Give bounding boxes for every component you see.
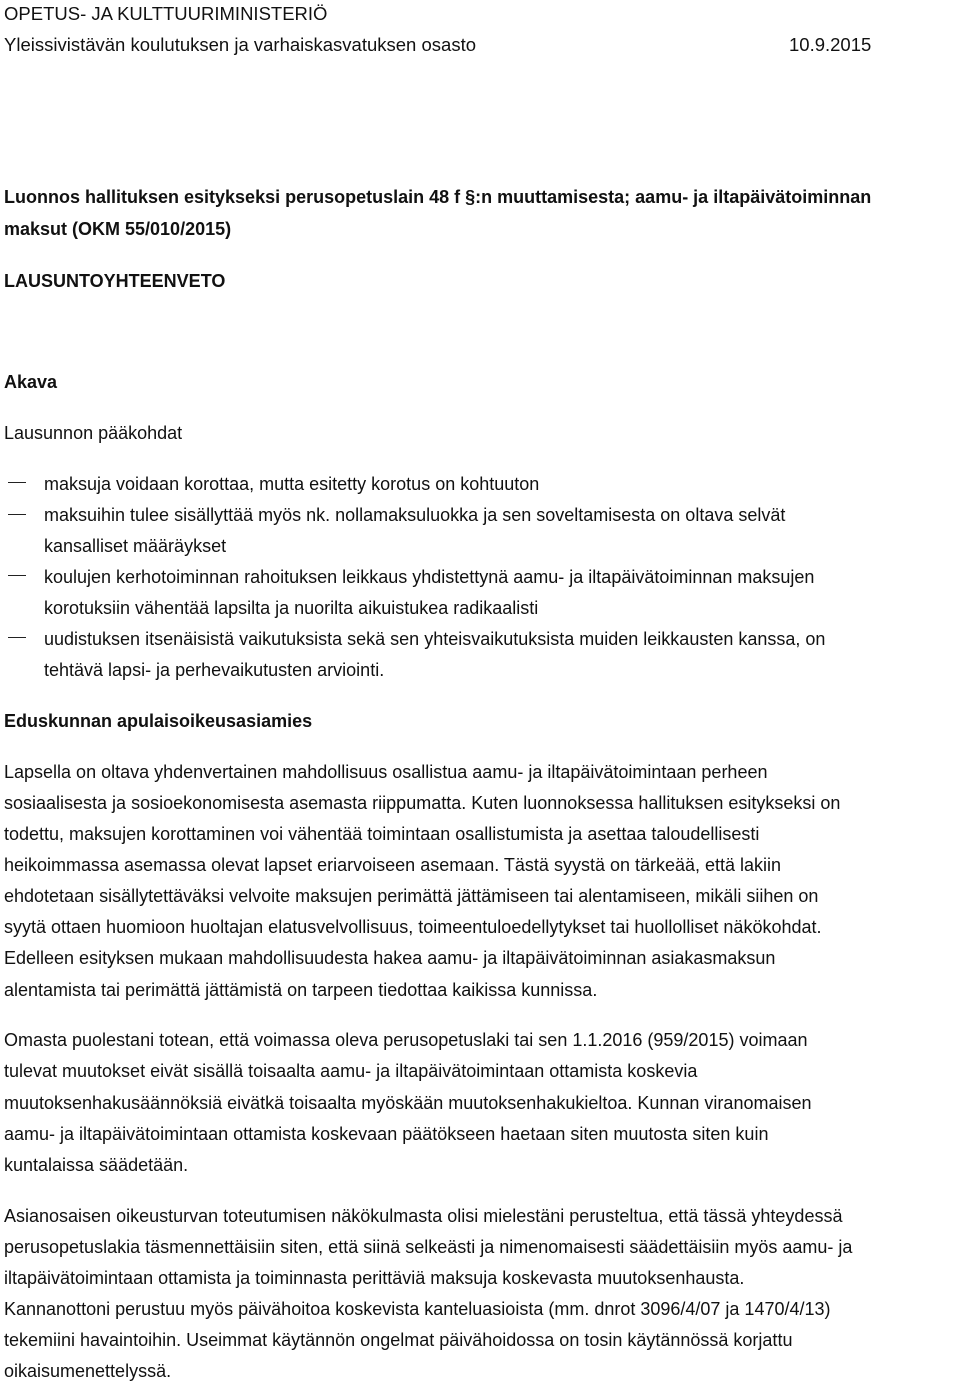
paragraph-line: iltapäivätoimintaan ottamista ja toiminnasta perittäviä maksuja koskevasta muutoksenhausta. (4, 1268, 745, 1288)
bullet-dash (8, 482, 26, 483)
section-heading-ombudsman: Eduskunnan apulaisoikeusasiamies (4, 711, 313, 731)
bullet-text: kansalliset määräykset (44, 536, 227, 556)
bullet-dash (8, 637, 26, 638)
paragraph-line: alentamista tai perimättä jättämistä on tarpeen tiedottaa kaikissa kunnissa. (4, 980, 598, 1000)
paragraph-line: ehdotetaan sisällytettäväksi velvoite maksujen perimättä jättämiseen tai alentamiseen, mikäli siihen on (4, 886, 819, 906)
bullet-text: korotuksiin vähentää lapsilta ja nuorilta aikuistukea radikaalisti (44, 598, 539, 618)
paragraph-line: kuntalaissa säädetään. (4, 1155, 189, 1175)
paragraph-line: Edelleen esityksen mukaan mahdollisuudesta hakea aamu- ja iltapäivätoiminnan asiakasmaksun (4, 948, 776, 968)
bullet-dash (8, 514, 26, 515)
bullet-text: maksuihin tulee sisällyttää myös nk. nollamaksuluokka ja sen soveltamisesta on oltava selvät (44, 505, 786, 525)
bullet-text: tehtävä lapsi- ja perhevaikutusten arviointi. (44, 660, 385, 680)
paragraph-line: muutoksenhakusäännöksiä eivätkä toisaalta myöskään muutoksenhakukieltoa. Kunnan viranomaisen (4, 1093, 812, 1113)
paragraph-line: oikaisumenettelyssä. (4, 1361, 172, 1381)
department-name: Yleissivistävän koulutuksen ja varhaiskasvatuksen osasto (4, 34, 476, 55)
bullet-text: koulujen kerhotoiminnan rahoituksen leikkaus yhdistettynä aamu- ja iltapäivätoiminnan maksujen (44, 567, 815, 587)
ministry-name: OPETUS- JA KULTTUURIMINISTERIÖ (4, 3, 328, 24)
document-subtitle: LAUSUNTOYHTEENVETO (4, 271, 226, 291)
paragraph-line: Lapsella on oltava yhdenvertainen mahdollisuus osallistua aamu- ja iltapäivätoimintaan perheen (4, 762, 768, 782)
paragraph-line: Omasta puolestani totean, että voimassa oleva perusopetuslaki tai sen 1.1.2016 (959/2015) voimaan (4, 1030, 808, 1050)
paragraph-line: sosiaalisesta ja sosioekonomisesta asemasta riippumatta. Kuten luonnoksessa hallituksen esitykseksi on (4, 793, 841, 813)
bullet-text: uudistuksen itsenäisistä vaikutuksista sekä sen yhteisvaikutuksista muiden leikkausten kanssa, on (44, 629, 826, 649)
paragraph-line: syytä ottaen huomioon huoltajan elatusvelvollisuus, toimeentuloedellytykset tai huollolliset näkökohdat. (4, 917, 822, 937)
paragraph-line: tulevat muutokset eivät sisällä toisaalta aamu- ja iltapäivätoimintaan ottamista koskevia (4, 1061, 698, 1081)
paragraph-line: Asianosaisen oikeusturvan toteutumisen näkökulmasta olisi mielestäni perusteltua, että tässä yhteydessä (4, 1206, 843, 1226)
document-title-line-1: Luonnos hallituksen esitykseksi perusopetuslain 48 f §:n muuttamisesta; aamu- ja iltapäivätoiminnan (4, 187, 872, 207)
paragraph-line: tekemiini havaintoihin. Useimmat käytännön ongelmat päivähoidossa on tosin käytännössä korjattu (4, 1330, 793, 1350)
bullet-dash (8, 575, 26, 576)
document-title-line-2: maksut (OKM 55/010/2015) (4, 219, 232, 239)
paragraph-line: perusopetuslakia täsmennettäisiin siten, että siinä selkeästi ja nimenomaisesti säädettäisiin myös aamu- ja (4, 1237, 853, 1257)
paragraph-line: Kannanottoni perustuu myös päivähoitoa koskevista kanteluasioista (mm. dnrot 3096/4/07 ja 1470/4/13) (4, 1299, 831, 1319)
paragraph-line: heikoimmassa asemassa olevat lapset eriarvoiseen asemaan. Tästä syystä on tärkeää, että lakiin (4, 855, 782, 875)
paragraph-line: aamu- ja iltapäivätoimintaan ottamista koskevaan päätökseen haetaan siten muutosta siten kuin (4, 1124, 769, 1144)
paragraph-line: todettu, maksujen korottaminen voi vähentää toimintaan osallistumista ja asettaa taloudellisesti (4, 824, 760, 844)
bullet-text: maksuja voidaan korottaa, mutta esitetty korotus on kohtuuton (44, 474, 540, 494)
section-subheading: Lausunnon pääkohdat (4, 423, 183, 443)
section-heading-akava: Akava (4, 372, 58, 392)
document-date: 10.9.2015 (789, 34, 872, 55)
